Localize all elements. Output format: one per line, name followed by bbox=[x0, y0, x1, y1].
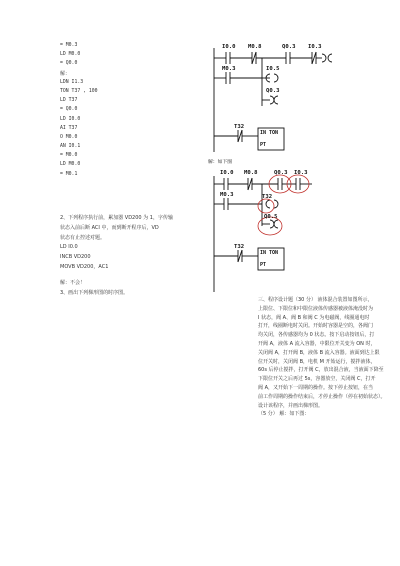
ladder-diagrams bbox=[208, 44, 348, 294]
design-question-text bbox=[258, 296, 386, 419]
answer-label: 解：如下图 bbox=[208, 160, 232, 165]
contact-label: I0.3 bbox=[294, 170, 308, 176]
question-2-line: 2、下列程序执行前，累加器 VD200 为 1，字传输 bbox=[60, 215, 173, 221]
text-line: 关闭阀 A，打开阀 B，液体 B 流入容器。液面到达上限 bbox=[258, 349, 380, 356]
code-line: LD M0.0 bbox=[60, 162, 81, 168]
text-line: 上限位、下限位和中限位液体传感器被液体淹没时为 bbox=[258, 305, 374, 312]
code-line: AN I0.1 bbox=[60, 144, 81, 150]
code-line: O M0.0 bbox=[60, 134, 78, 140]
code-line: TON T37 , 100 bbox=[60, 88, 98, 94]
contact-label: I0.0 bbox=[220, 170, 234, 176]
code-line: = M0.3 bbox=[60, 43, 78, 48]
text-line: 打开，线圈断电时关闭。开始时容器是空的，各阀门 bbox=[258, 323, 374, 330]
text-line: 前工作周期的操作结束后，才停止操作（停在初始状态）。 bbox=[258, 393, 386, 400]
code-line: LD M0.0 bbox=[60, 52, 81, 58]
question-3-text: 3、画出下列梯形图的时序图。 bbox=[60, 289, 129, 296]
code-line: LD T37 bbox=[60, 98, 78, 104]
code-line: 解： bbox=[60, 70, 71, 77]
timer-contact-label: T32 bbox=[234, 124, 245, 130]
timer-contact-label: T32 bbox=[234, 244, 245, 250]
timer-box-pt: PT bbox=[260, 142, 267, 148]
code-line: LDN I1.3 bbox=[60, 79, 84, 85]
contact-label: I0.3 bbox=[308, 44, 322, 50]
coil-label: Q0.3 bbox=[266, 88, 280, 94]
code-line: = Q0.0 bbox=[60, 107, 78, 113]
text-line: 均关闭，各传感器均为 0 状态。按下启动按钮后，打 bbox=[258, 332, 375, 339]
code2-line: LD I0.0 bbox=[60, 244, 78, 251]
answer-text: 解：不会！ bbox=[60, 279, 86, 286]
code-line: = M0.1 bbox=[60, 171, 78, 177]
coil-label: Q0.5 bbox=[264, 214, 278, 220]
code2-line: MOVB VD200，AC1 bbox=[60, 263, 109, 270]
contact-label: I0.0 bbox=[222, 44, 236, 50]
ladder-svg bbox=[208, 44, 348, 294]
code2-line: INCB VD200 bbox=[60, 254, 91, 261]
text-line: 三、程序设计题（30 分） 液体混合装置如图所示， bbox=[258, 297, 373, 303]
timer-box-in: IN TON bbox=[260, 250, 279, 256]
text-line: （5 分） 解：如下图： bbox=[258, 411, 310, 418]
question-2-line: 状态有止控述对题。 bbox=[60, 234, 106, 241]
contact-label: Q0.3 bbox=[274, 170, 288, 176]
text-line: 阀 A，又开始下一周期的操作。按下停止按钮，在当 bbox=[258, 384, 374, 391]
text-line: I 状态，阀 A、阀 B 和阀 C 为电磁阀，线圈通电时 bbox=[258, 314, 370, 321]
contact-label: Q0.3 bbox=[282, 44, 296, 50]
plc-code-listing bbox=[60, 44, 200, 182]
coil-label: I0.5 bbox=[266, 66, 280, 72]
question-2-block bbox=[60, 214, 210, 298]
code-line: = M0.0 bbox=[60, 153, 78, 159]
contact-label: T32 bbox=[262, 194, 273, 200]
contact-label: M0.8 bbox=[244, 170, 258, 176]
text-line: 开阀 A，液体 A 流入容器，中限位开关变为 ON 时， bbox=[258, 340, 376, 347]
question-2-line: 状态入前后断 ACI 中，而到断开程序后，VD bbox=[60, 224, 159, 231]
contact-label: M0.8 bbox=[248, 44, 262, 50]
contact-label: M0.3 bbox=[222, 66, 236, 72]
text-line: 60s 后停止搅拌，打开阀 C，放出混合液，当液面下降至 bbox=[258, 367, 384, 374]
timer-box-in: IN TON bbox=[260, 130, 279, 136]
text-line: 下限位开关之后再过 5s，容器放空，关闭阀 C，打开 bbox=[258, 376, 376, 383]
text-line: 设计该程序，并画出梯形图。 bbox=[258, 402, 324, 409]
code-line: = Q0.0 bbox=[60, 61, 78, 67]
code-line: LD I0.0 bbox=[60, 116, 81, 122]
text-line: 位开关时，关闭阀 B，电机 M 开始运行，搅拌液体， bbox=[258, 358, 376, 365]
code-line: AI T37 bbox=[60, 125, 78, 131]
timer-box-pt: PT bbox=[260, 262, 267, 268]
contact-label: M0.3 bbox=[220, 192, 234, 198]
